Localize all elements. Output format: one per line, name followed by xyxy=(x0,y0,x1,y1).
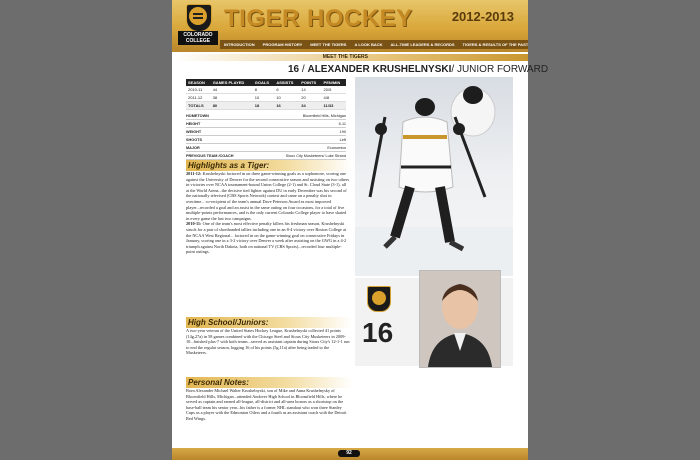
bio-label: MAJOR xyxy=(186,145,200,150)
colorado-college-logo xyxy=(178,4,218,46)
col-season: SEASON xyxy=(186,79,211,86)
table-cell: 34 xyxy=(299,102,321,110)
highlights-2010-text: One of the team's most effective penalty killers his freshman season, Krushelnyski struck for a pair of shorthanded tallies including one in an 8-4 victory over Boston College at the NCAA West Regional... factored in on the game-winning goal on consecutive Fridays in January, scoring one in a 3-2 victory over Denver a week after assisting on the GWG in a 4-2 triumph against North Dakota, both on national TV (CBS Sports)...recorded four multiple-point outings. xyxy=(186,221,347,255)
high-school-body: A two-year veteran of the United States Hockey League, Krushelnyski collected 41 points (14g,27a) in 58 games combined with the Chicago Steel and Sioux City Musketeers in 2009-10...finished plus-7 with both teams...served as assistant captain during Sioux City's 12-1-1 run to end the regular season, logging 16 of his points (5g,11a) after being traded to the Musketeers. xyxy=(186,328,350,356)
high-school-heading: High School/Juniors: xyxy=(186,317,352,328)
bio-value: 190 xyxy=(339,129,346,134)
table-cell: 14 xyxy=(299,86,321,94)
stats-table xyxy=(186,79,346,110)
bio-label: WEIGHT xyxy=(186,129,202,134)
header-banner xyxy=(172,0,528,52)
highlights-2010-label: 2010-11: xyxy=(186,221,202,227)
table-cell: 11/33 xyxy=(322,102,346,110)
highlights-2011-label: 2011-12: xyxy=(186,171,202,176)
bio-row xyxy=(186,120,346,128)
bio-label: HEIGHT xyxy=(186,121,201,126)
section-label: MEET THE TIGERS xyxy=(322,54,368,60)
jersey-number: 16 xyxy=(362,317,394,348)
logo-wordmark: COLORADO COLLEGE xyxy=(178,31,218,45)
col-penmin: PEN/MIN xyxy=(322,79,346,86)
table-cell: 10 xyxy=(274,94,299,102)
table-cell: 4/8 xyxy=(322,94,346,102)
nav-a-look-back[interactable]: A LOOK BACK xyxy=(354,42,383,47)
bio-value: 5-11 xyxy=(338,121,346,126)
col-points: POINTS xyxy=(299,79,321,86)
nav-introduction[interactable]: INTRODUCTION xyxy=(224,42,255,47)
bio-label: PREVIOUS TEAM /COACH xyxy=(186,153,234,158)
stats-header-row xyxy=(186,79,346,86)
player-name-line xyxy=(288,64,548,75)
bio-value: Bloomfield Hills, Michigan xyxy=(302,113,346,118)
table-cell: 2011-12 xyxy=(186,94,211,102)
table-cell: 2010-11 xyxy=(186,86,211,94)
highlights-heading: Highlights as a Tiger: xyxy=(186,160,352,171)
table-cell: 16 xyxy=(274,102,299,110)
player-position: JUNIOR FORWARD xyxy=(456,64,549,75)
tiger-head-icon xyxy=(189,7,207,25)
section-bar xyxy=(172,54,528,61)
nav-program-history[interactable]: PROGRAM HISTORY xyxy=(262,42,303,47)
action-photo xyxy=(355,77,513,276)
page-title: TIGER HOCKEY xyxy=(224,5,413,32)
col-assists: ASSISTS xyxy=(274,79,299,86)
table-cell: 18 xyxy=(253,102,275,110)
bio-row xyxy=(186,128,346,136)
table-cell: 6 xyxy=(274,86,299,94)
tiger-logo-icon xyxy=(367,286,391,312)
bio-row xyxy=(186,144,346,152)
bio-row xyxy=(186,112,346,120)
bio-row xyxy=(186,136,346,144)
totals-row xyxy=(186,102,346,110)
col-games: GAMES PLAYED xyxy=(211,79,253,86)
table-cell: 10 xyxy=(253,94,275,102)
table-cell: 20 xyxy=(299,94,321,102)
personal-notes-heading: Personal Notes: xyxy=(186,377,352,388)
nav-meet-the-tigers[interactable]: MEET THE TIGERS xyxy=(310,42,347,47)
headshot-portrait xyxy=(420,271,500,367)
bio-value: Left xyxy=(339,137,346,142)
player-number-inline: 16 xyxy=(288,64,300,75)
page-number: 92 xyxy=(338,450,360,457)
bio-box xyxy=(186,112,346,160)
bio-value: Sioux City Musketeers/ Luke Strand xyxy=(285,153,346,158)
personal-notes-body: Born Alexander Michael Walter Krushelnyski, son of Mike and Anna Krushelnysky of Bloomfield Hills, Michigan...attended Andover High School in Bloomfield Hills, where he served as captain and earned all-league, all-district and all-area honors as a shortstop on the base-ball team his senior year...his father is a former NHL standout who won three Stanley Cups as a player with the Edmonton Oilers and a fourth as an assistant coach with the Detroit Red Wings. xyxy=(186,388,347,421)
player-name: ALEXANDER KRUSHELNYSKI xyxy=(307,64,452,75)
table-cell: TOTALS xyxy=(186,102,211,110)
table-cell: 20/5 xyxy=(322,86,346,94)
name-separator-2: / xyxy=(451,64,455,75)
table-cell: 8 xyxy=(253,86,275,94)
table-cell: 44 xyxy=(211,86,253,94)
bio-label: HOMETOWN xyxy=(186,113,209,118)
name-separator: / xyxy=(301,64,305,75)
table-row xyxy=(186,94,346,102)
media-guide-page xyxy=(172,0,549,460)
highlights-2011-text: Krushelnyski factored in on three game-winning goals as a sophomore, scoring one against the University of Denver for the second consecutive season and assisting on two others in victories over NCAA tournament-bound Union College (2-1) and St. Cloud State (3-1), all at the World Arena...the decisive tied lighter against DU in early December was his second of the nationally televised (CBS Sports Network) contest and came on a penalty shot in overtime... co-recipient of the team's annual Dave Peterson Award as most improved player...recorded a goal and an assist in the same outing on four occasions, for a total of five multiple-points performances, and is the only current Colorado College player to have skated in every game the last two campaigns. xyxy=(186,171,350,221)
section-nav xyxy=(220,40,528,49)
nav-tigers-results[interactable]: TIGERS & RESULTS OF THE PAST xyxy=(462,42,529,47)
table-cell: 38 xyxy=(211,94,253,102)
nav-all-time-leaders[interactable]: ALL-TIME LEADERS & RECORDS xyxy=(390,42,455,47)
table-row xyxy=(186,86,346,94)
bio-row xyxy=(186,152,346,160)
bio-value: Economics xyxy=(327,145,346,150)
player-headshot xyxy=(419,270,501,368)
col-goals: GOALS xyxy=(253,79,275,86)
highlights-body xyxy=(186,171,350,313)
hockey-player-illustration xyxy=(355,77,513,276)
bio-label: SHOOTS xyxy=(186,137,203,142)
season-label: 2012-2013 xyxy=(451,9,514,24)
table-cell: 80 xyxy=(211,102,253,110)
